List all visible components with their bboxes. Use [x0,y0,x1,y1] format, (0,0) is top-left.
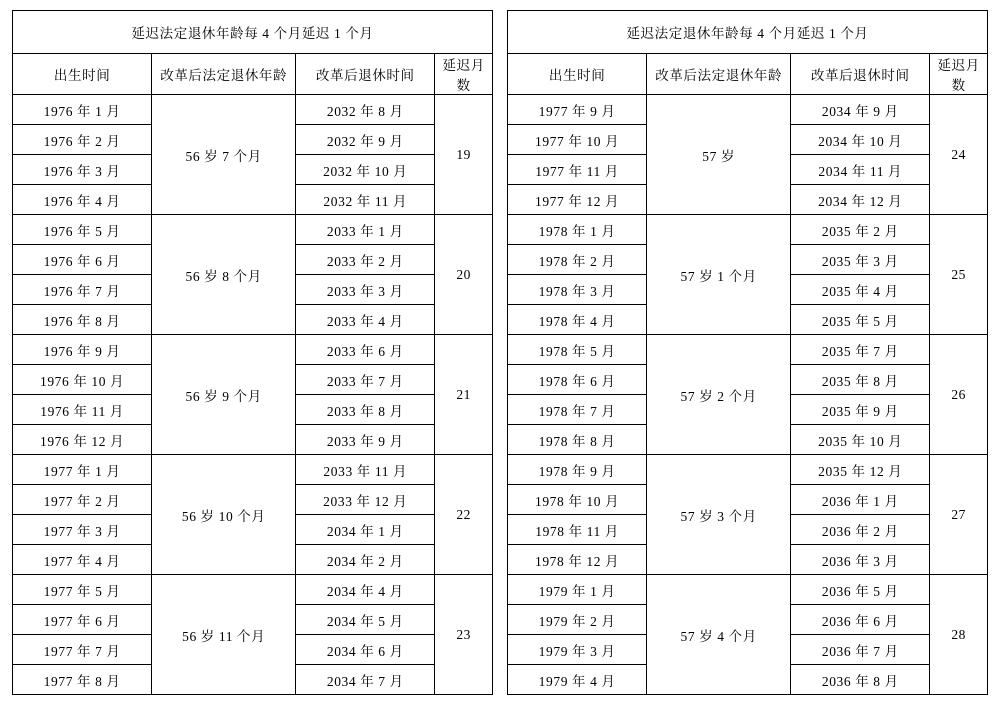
table-header-row [508,54,988,95]
retirement-date-cell: 2035 年 5 月 [791,305,930,335]
birth-date-cell: 1978 年 2 月 [508,245,647,275]
column-header: 改革后退休时间 [296,54,435,95]
retirement-date-cell: 2036 年 7 月 [791,635,930,665]
birth-date-cell: 1978 年 4 月 [508,305,647,335]
retirement-date-cell: 2034 年 5 月 [296,605,435,635]
column-header: 改革后法定退休年龄 [647,54,791,95]
birth-date-cell: 1977 年 4 月 [13,545,152,575]
retirement-date-cell: 2036 年 8 月 [791,665,930,695]
retirement-date-cell: 2035 年 8 月 [791,365,930,395]
birth-date-cell: 1977 年 10 月 [508,125,647,155]
retirement-date-cell: 2033 年 9 月 [296,425,435,455]
retirement-date-cell: 2035 年 12 月 [791,455,930,485]
birth-date-cell: 1976 年 3 月 [13,155,152,185]
birth-date-cell: 1976 年 11 月 [13,395,152,425]
birth-date-cell: 1978 年 10 月 [508,485,647,515]
left-table-panel [12,10,493,692]
retirement-age-cell: 56 岁 7 个月 [152,95,296,215]
column-header: 延迟月数 [930,54,988,95]
retirement-date-cell: 2036 年 1 月 [791,485,930,515]
retirement-age-cell: 57 岁 1 个月 [647,215,791,335]
right-table-panel [507,10,988,692]
retirement-date-cell: 2036 年 3 月 [791,545,930,575]
retirement-date-cell: 2035 年 2 月 [791,215,930,245]
birth-date-cell: 1976 年 8 月 [13,305,152,335]
table-row [508,455,988,485]
table-row [13,95,493,125]
birth-date-cell: 1977 年 8 月 [13,665,152,695]
delay-months-cell: 28 [930,575,988,695]
birth-date-cell: 1976 年 5 月 [13,215,152,245]
delay-months-cell: 21 [435,335,493,455]
retirement-age-cell: 56 岁 11 个月 [152,575,296,695]
retirement-date-cell: 2035 年 7 月 [791,335,930,365]
delay-months-cell: 25 [930,215,988,335]
retirement-date-cell: 2036 年 6 月 [791,605,930,635]
retirement-date-cell: 2033 年 3 月 [296,275,435,305]
delay-months-cell: 22 [435,455,493,575]
retirement-date-cell: 2032 年 8 月 [296,95,435,125]
retirement-date-cell: 2035 年 4 月 [791,275,930,305]
birth-date-cell: 1977 年 1 月 [13,455,152,485]
retirement-date-cell: 2036 年 2 月 [791,515,930,545]
retirement-date-cell: 2033 年 11 月 [296,455,435,485]
retirement-date-cell: 2033 年 1 月 [296,215,435,245]
delay-months-cell: 19 [435,95,493,215]
birth-date-cell: 1979 年 3 月 [508,635,647,665]
retirement-date-cell: 2033 年 12 月 [296,485,435,515]
birth-date-cell: 1977 年 3 月 [13,515,152,545]
table-row [508,335,988,365]
column-header: 改革后退休时间 [791,54,930,95]
retirement-date-cell: 2033 年 6 月 [296,335,435,365]
retirement-date-cell: 2035 年 10 月 [791,425,930,455]
birth-date-cell: 1979 年 4 月 [508,665,647,695]
column-header: 出生时间 [508,54,647,95]
retirement-date-cell: 2034 年 12 月 [791,185,930,215]
table-title-row [508,11,988,54]
birth-date-cell: 1978 年 7 月 [508,395,647,425]
tables-container [12,10,988,692]
birth-date-cell: 1978 年 9 月 [508,455,647,485]
retirement-age-cell: 57 岁 2 个月 [647,335,791,455]
birth-date-cell: 1978 年 11 月 [508,515,647,545]
delay-months-cell: 24 [930,95,988,215]
table-header-row [13,54,493,95]
delay-months-cell: 26 [930,335,988,455]
retirement-age-cell: 57 岁 [647,95,791,215]
birth-date-cell: 1978 年 5 月 [508,335,647,365]
retirement-age-cell: 56 岁 8 个月 [152,215,296,335]
birth-date-cell: 1976 年 9 月 [13,335,152,365]
birth-date-cell: 1979 年 2 月 [508,605,647,635]
retirement-schedule-table-right [507,10,988,695]
retirement-date-cell: 2034 年 9 月 [791,95,930,125]
table-row [508,575,988,605]
birth-date-cell: 1976 年 7 月 [13,275,152,305]
retirement-age-cell: 56 岁 9 个月 [152,335,296,455]
table-row [508,215,988,245]
retirement-date-cell: 2035 年 9 月 [791,395,930,425]
retirement-date-cell: 2034 年 6 月 [296,635,435,665]
birth-date-cell: 1976 年 12 月 [13,425,152,455]
retirement-date-cell: 2034 年 1 月 [296,515,435,545]
birth-date-cell: 1977 年 2 月 [13,485,152,515]
birth-date-cell: 1978 年 3 月 [508,275,647,305]
retirement-date-cell: 2032 年 10 月 [296,155,435,185]
table-title: 延迟法定退休年龄每 4 个月延迟 1 个月 [13,11,493,54]
table-row [13,335,493,365]
retirement-date-cell: 2034 年 2 月 [296,545,435,575]
retirement-date-cell: 2033 年 2 月 [296,245,435,275]
column-header: 改革后法定退休年龄 [152,54,296,95]
table-row [13,455,493,485]
table-row [508,95,988,125]
birth-date-cell: 1979 年 1 月 [508,575,647,605]
retirement-date-cell: 2033 年 8 月 [296,395,435,425]
retirement-date-cell: 2032 年 11 月 [296,185,435,215]
birth-date-cell: 1977 年 7 月 [13,635,152,665]
table-row [13,575,493,605]
column-gutter [493,10,507,692]
birth-date-cell: 1976 年 1 月 [13,95,152,125]
delay-months-cell: 23 [435,575,493,695]
birth-date-cell: 1976 年 4 月 [13,185,152,215]
birth-date-cell: 1978 年 6 月 [508,365,647,395]
table-title-row [13,11,493,54]
retirement-age-cell: 56 岁 10 个月 [152,455,296,575]
retirement-date-cell: 2036 年 5 月 [791,575,930,605]
birth-date-cell: 1977 年 5 月 [13,575,152,605]
birth-date-cell: 1976 年 6 月 [13,245,152,275]
birth-date-cell: 1978 年 1 月 [508,215,647,245]
birth-date-cell: 1977 年 6 月 [13,605,152,635]
table-row [13,215,493,245]
retirement-date-cell: 2033 年 4 月 [296,305,435,335]
birth-date-cell: 1977 年 9 月 [508,95,647,125]
table-title: 延迟法定退休年龄每 4 个月延迟 1 个月 [508,11,988,54]
retirement-date-cell: 2034 年 4 月 [296,575,435,605]
retirement-date-cell: 2032 年 9 月 [296,125,435,155]
retirement-date-cell: 2034 年 11 月 [791,155,930,185]
birth-date-cell: 1976 年 10 月 [13,365,152,395]
birth-date-cell: 1978 年 12 月 [508,545,647,575]
retirement-age-cell: 57 岁 3 个月 [647,455,791,575]
retirement-age-cell: 57 岁 4 个月 [647,575,791,695]
retirement-schedule-table-left [12,10,493,695]
delay-months-cell: 27 [930,455,988,575]
retirement-date-cell: 2034 年 10 月 [791,125,930,155]
retirement-date-cell: 2035 年 3 月 [791,245,930,275]
birth-date-cell: 1977 年 12 月 [508,185,647,215]
column-header: 出生时间 [13,54,152,95]
birth-date-cell: 1976 年 2 月 [13,125,152,155]
delay-months-cell: 20 [435,215,493,335]
retirement-date-cell: 2034 年 7 月 [296,665,435,695]
column-header: 延迟月数 [435,54,493,95]
birth-date-cell: 1978 年 8 月 [508,425,647,455]
retirement-date-cell: 2033 年 7 月 [296,365,435,395]
birth-date-cell: 1977 年 11 月 [508,155,647,185]
